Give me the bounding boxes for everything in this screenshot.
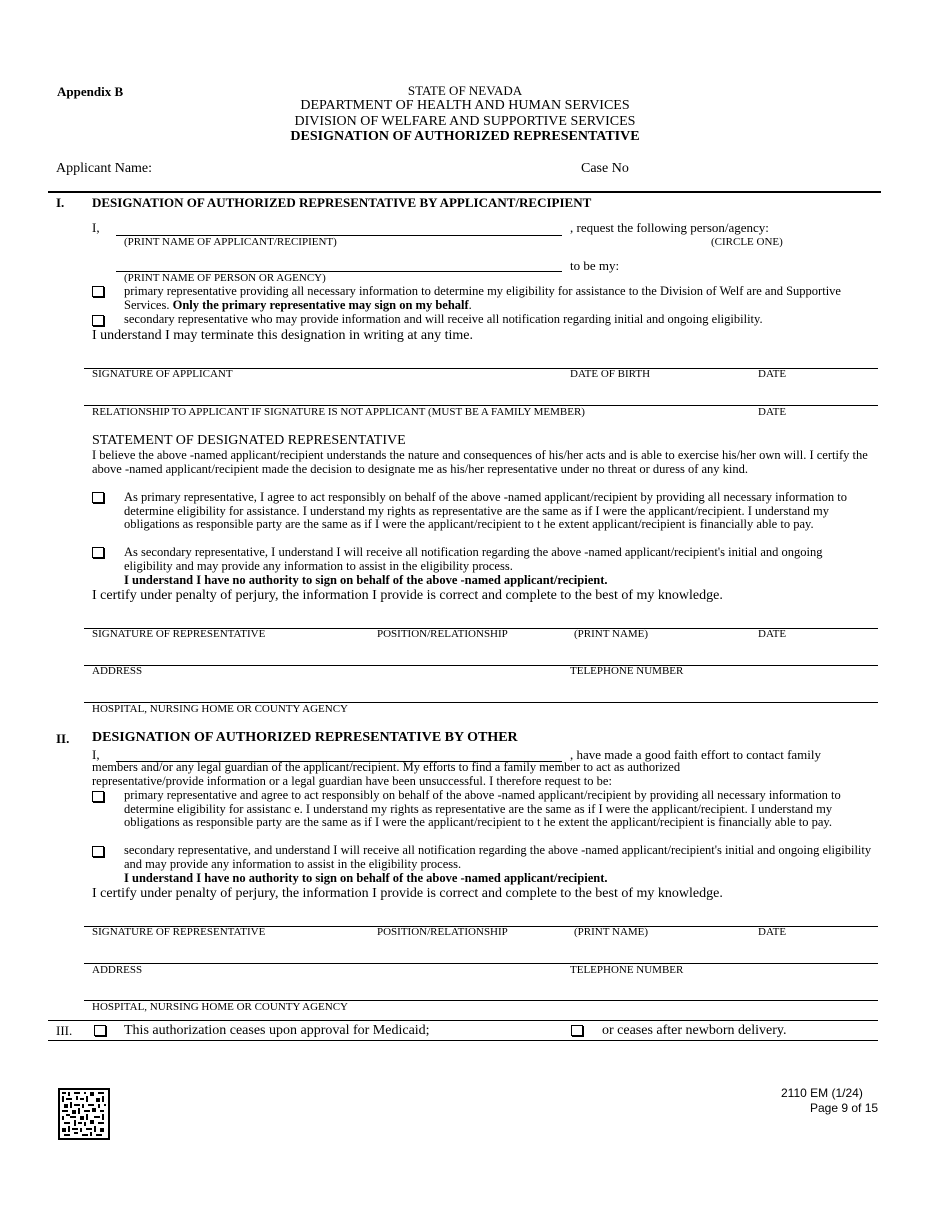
- primary-rep-text: primary representative providing all necessary information to determine my eligibility for assistance to the Division of Welf are and Supportive Services. Only the primary representative may sign on my behalf.: [124, 284, 841, 312]
- appendix-label: Appendix B: [57, 84, 124, 99]
- address-line[interactable]: [84, 665, 878, 666]
- primary-rep-checkbox[interactable]: [92, 286, 104, 297]
- agree-secondary-text: As secondary representative, I understand I will receive all notification regarding the above -named applicant/recipient's initial and ongoing eligibility and may provide any information to assist in the eligibility process.: [124, 545, 823, 573]
- medicaid-text: This authorization ceases upon approval for Medicaid;: [124, 1023, 430, 1038]
- applicant-name-label: Applicant Name:: [56, 161, 153, 176]
- section2-title: DESIGNATION OF AUTHORIZED REPRESENTATIVE BY OTHER: [92, 730, 518, 745]
- s2-primary-text: primary representative and agree to act responsibly on behalf of the above -named applicant/recipient by providing all necessary information to determine eligibility for assistanc e. I understand my rights as representative are the same as if I were the applicant/recipient. I understand my obligations as responsible party are the same as if I were the applicant/recipient to t he extent the applicant/recipient is financially able to pay.: [124, 788, 841, 830]
- agree-secondary-checkbox[interactable]: [92, 547, 104, 558]
- s2-date-label: DATE: [758, 926, 787, 938]
- statement-text: I believe the above -named applicant/recipient understands the nature and consequences of his/her acts and is able to exercise his/her own will. I certify the above -named applicant/recipient made the decision to designate me as his/her representative under no threat or duress of any kind.: [92, 448, 868, 476]
- s2-certify-text: I certify under penalty of perjury, the information I provide is correct and complete to the best of my knowledge.: [92, 886, 723, 901]
- section1-numeral: I.: [56, 195, 65, 210]
- s2-secondary-checkbox[interactable]: [92, 846, 104, 857]
- position-label: POSITION/RELATIONSHIP: [377, 628, 508, 640]
- section3-top-rule: [48, 1020, 878, 1021]
- state-heading: STATE OF NEVADA: [407, 83, 523, 98]
- agree-primary-text: As primary representative, I agree to act responsibly on behalf of the above -named applicant/recipient by providing all necessary information to determine eligibility for assistance. I understand my rights as representative are the same as if I were the applicant/recipient. I understand my obligations as responsible party are the same as if I were the applicant/recipient to t he extent applicant/recipient is financially able to pay.: [124, 490, 848, 532]
- page-number: Page 9 of 15: [810, 1101, 879, 1115]
- medicaid-checkbox[interactable]: [94, 1025, 106, 1036]
- form-number: 2110 EM (1/24): [781, 1086, 863, 1100]
- case-no-label: Case No: [581, 161, 629, 176]
- form-title: DESIGNATION OF AUTHORIZED REPRESENTATIVE: [290, 129, 640, 144]
- s2-print-name-label: (PRINT NAME): [574, 926, 649, 938]
- section2-numeral: II.: [56, 731, 70, 746]
- section3-numeral: III.: [56, 1023, 73, 1038]
- date-label: DATE: [758, 628, 787, 640]
- print-name-label: (PRINT NAME): [574, 628, 649, 640]
- s2-hospital-label: HOSPITAL, NURSING HOME OR COUNTY AGENCY: [92, 1001, 348, 1013]
- print-name-person-label: (PRINT NAME OF PERSON OR AGENCY): [124, 272, 326, 284]
- s2-signature-rep-label: SIGNATURE OF REPRESENTATIVE: [92, 926, 266, 938]
- hospital-label: HOSPITAL, NURSING HOME OR COUNTY AGENCY: [92, 703, 348, 715]
- good-faith-text: , have made a good faith effort to contact family: [570, 747, 821, 762]
- department-heading: DEPARTMENT OF HEALTH AND HUMAN SERVICES: [300, 98, 630, 113]
- agree-primary-checkbox[interactable]: [92, 492, 104, 503]
- s2-no-authority-text: I understand I have no authority to sign on behalf of the above -named applicant/recipient.: [124, 871, 608, 885]
- members-text: members and/or any legal guardian of the applicant/recipient. My efforts to find a family member to act as authorized representative/provide information or a legal guardian have been unsuccessful. I therefore request to be:: [92, 760, 681, 788]
- secondary-rep-checkbox[interactable]: [92, 315, 104, 326]
- terminate-text: I understand I may terminate this designation in writing at any time.: [92, 328, 474, 343]
- section3-bottom-rule: [48, 1040, 878, 1041]
- s2-telephone-label: TELEPHONE NUMBER: [570, 964, 684, 976]
- signature-rep-label: SIGNATURE OF REPRESENTATIVE: [92, 628, 266, 640]
- s2-address-label: ADDRESS: [92, 964, 143, 976]
- s2-position-label: POSITION/RELATIONSHIP: [377, 926, 508, 938]
- s1-i-label: I,: [92, 220, 100, 235]
- statement-title: STATEMENT OF DESIGNATED REPRESENTATIVE: [92, 433, 406, 448]
- newborn-checkbox[interactable]: [571, 1025, 583, 1036]
- to-be-my-text: to be my:: [570, 258, 620, 273]
- newborn-text: or ceases after newborn delivery.: [602, 1023, 787, 1038]
- request-text: , request the following person/agency:: [570, 220, 769, 235]
- s2-address-line[interactable]: [84, 963, 878, 964]
- s2-secondary-text: secondary representative, and understand I will receive all notification regarding the above -named applicant/recipient's initial and ongoing eligibility and may provide any information to assist in the eligibility process.: [124, 843, 872, 871]
- relationship-label: RELATIONSHIP TO APPLICANT IF SIGNATURE IS NOT APPLICANT (MUST BE A FAMILY MEMBER): [92, 406, 585, 418]
- dob-label: DATE OF BIRTH: [570, 368, 651, 380]
- certify-text: I certify under penalty of perjury, the information I provide is correct and complete to the best of my knowledge.: [92, 588, 723, 603]
- s2-i-label: I,: [92, 747, 100, 762]
- date-label: DATE: [758, 406, 787, 418]
- section1-title: DESIGNATION OF AUTHORIZED REPRESENTATIVE BY APPLICANT/RECIPIENT: [92, 195, 592, 210]
- telephone-label: TELEPHONE NUMBER: [570, 665, 684, 677]
- secondary-rep-text: secondary representative who may provide information and will receive all notification regarding initial and ongoing eligibility.: [124, 312, 763, 326]
- print-name-applicant-label: (PRINT NAME OF APPLICANT/RECIPIENT): [124, 236, 337, 248]
- circle-one-label: (CIRCLE ONE): [711, 236, 783, 248]
- header-divider: [48, 191, 881, 193]
- no-authority-text: I understand I have no authority to sign on behalf of the above -named applicant/recipient.: [124, 573, 608, 587]
- address-label: ADDRESS: [92, 665, 143, 677]
- date-label: DATE: [758, 368, 787, 380]
- s2-primary-checkbox[interactable]: [92, 791, 104, 802]
- barcode-icon: [58, 1088, 110, 1140]
- signature-applicant-label: SIGNATURE OF APPLICANT: [92, 368, 233, 380]
- division-heading: DIVISION OF WELFARE AND SUPPORTIVE SERVICES: [294, 114, 636, 129]
